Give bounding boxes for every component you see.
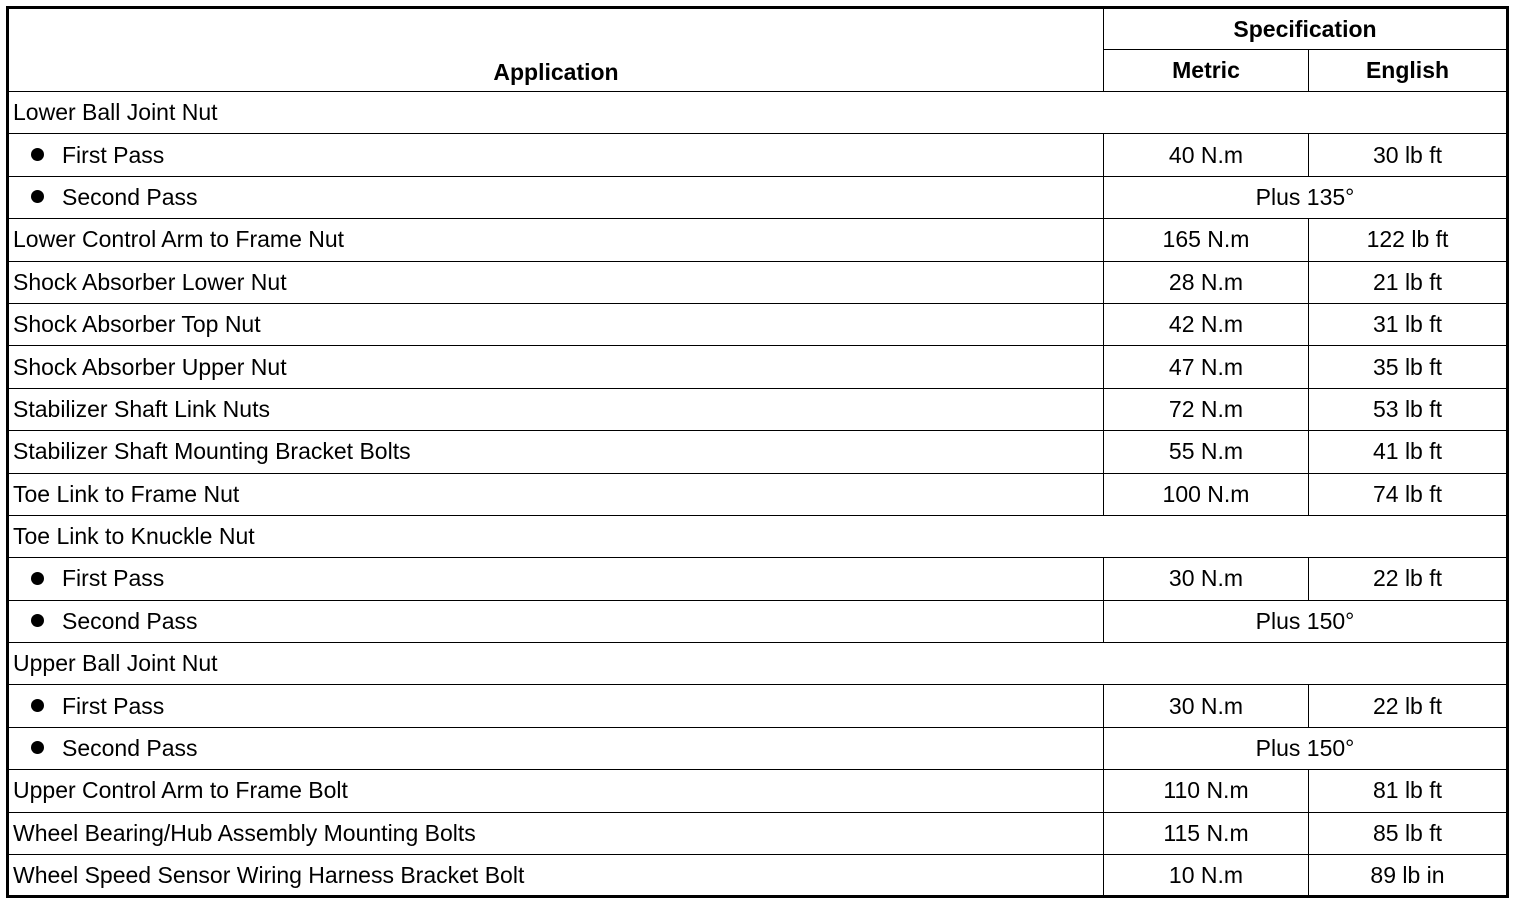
application-cell [8, 303, 1104, 345]
metric-value-cell: 42 N.m [1104, 303, 1309, 345]
bullet-icon [31, 190, 44, 203]
metric-value-cell: 165 N.m [1104, 219, 1309, 261]
table-subrow [8, 600, 1508, 642]
table-row [8, 346, 1508, 388]
bullet-icon [31, 148, 44, 161]
table-row [8, 388, 1508, 430]
metric-value-cell: 110 N.m [1104, 770, 1309, 812]
bullet-icon [31, 572, 44, 585]
application-label: Toe Link to Frame Nut [13, 480, 240, 507]
application-cell [8, 388, 1104, 430]
application-cell [8, 431, 1104, 473]
metric-value-cell: 30 N.m [1104, 685, 1309, 727]
application-label: First Pass [62, 692, 165, 719]
application-label: Toe Link to Knuckle Nut [13, 523, 255, 550]
application-cell [8, 600, 1104, 642]
english-value-cell: 21 lb ft [1309, 261, 1508, 303]
english-value-cell: 22 lb ft [1309, 558, 1508, 600]
application-label: Second Pass [62, 735, 198, 762]
table-row [8, 219, 1508, 261]
application-label: Shock Absorber Upper Nut [13, 353, 287, 380]
table-row [8, 812, 1508, 854]
combined-spec-cell: Plus 135° [1104, 176, 1508, 218]
specification-column-header: Specification [1104, 8, 1508, 50]
application-label: Stabilizer Shaft Link Nuts [13, 395, 270, 422]
application-label: Upper Control Arm to Frame Bolt [13, 777, 348, 804]
metric-column-header: Metric [1104, 50, 1309, 92]
metric-value-cell: 55 N.m [1104, 431, 1309, 473]
table-subrow [8, 727, 1508, 769]
table-row [8, 855, 1508, 897]
application-label: First Pass [62, 141, 165, 168]
combined-spec-cell: Plus 150° [1104, 600, 1508, 642]
bullet-icon [31, 699, 44, 712]
metric-value-cell: 47 N.m [1104, 346, 1309, 388]
table-group-row [8, 92, 1508, 134]
metric-value-cell: 100 N.m [1104, 473, 1309, 515]
application-label: Stabilizer Shaft Mounting Bracket Bolts [13, 438, 411, 465]
application-label: Upper Ball Joint Nut [13, 650, 218, 677]
application-cell [8, 92, 1508, 134]
table-row [8, 770, 1508, 812]
application-label: Shock Absorber Top Nut [13, 311, 261, 338]
application-cell [8, 643, 1508, 685]
application-cell [8, 176, 1104, 218]
application-cell [8, 855, 1104, 897]
english-value-cell: 85 lb ft [1309, 812, 1508, 854]
table-row [8, 473, 1508, 515]
table-header [8, 8, 1508, 92]
english-value-cell: 31 lb ft [1309, 303, 1508, 345]
english-value-cell: 122 lb ft [1309, 219, 1508, 261]
application-cell [8, 515, 1508, 557]
combined-spec-cell: Plus 150° [1104, 727, 1508, 769]
english-value-cell: 74 lb ft [1309, 473, 1508, 515]
application-label: Lower Ball Joint Nut [13, 99, 218, 126]
bullet-icon [31, 614, 44, 627]
english-value-cell: 41 lb ft [1309, 431, 1508, 473]
table-group-row [8, 643, 1508, 685]
table-row [8, 431, 1508, 473]
application-column-header: Application [8, 8, 1104, 92]
table-subrow [8, 685, 1508, 727]
application-label: Wheel Speed Sensor Wiring Harness Bracket Bolt [13, 861, 525, 888]
metric-value-cell: 40 N.m [1104, 134, 1309, 176]
table-subrow [8, 134, 1508, 176]
application-label: Shock Absorber Lower Nut [13, 268, 287, 295]
metric-value-cell: 115 N.m [1104, 812, 1309, 854]
table-row [8, 261, 1508, 303]
metric-value-cell: 72 N.m [1104, 388, 1309, 430]
application-cell [8, 812, 1104, 854]
metric-value-cell: 28 N.m [1104, 261, 1309, 303]
torque-spec-table [6, 6, 1509, 898]
application-cell [8, 685, 1104, 727]
application-label: Wheel Bearing/Hub Assembly Mounting Bolts [13, 819, 476, 846]
application-cell [8, 134, 1104, 176]
table-row [8, 303, 1508, 345]
application-cell [8, 346, 1104, 388]
application-cell [8, 473, 1104, 515]
application-cell [8, 261, 1104, 303]
table-group-row [8, 515, 1508, 557]
application-label: First Pass [62, 565, 165, 592]
table-subrow [8, 176, 1508, 218]
english-value-cell: 89 lb in [1309, 855, 1508, 897]
english-value-cell: 30 lb ft [1309, 134, 1508, 176]
metric-value-cell: 30 N.m [1104, 558, 1309, 600]
metric-value-cell: 10 N.m [1104, 855, 1309, 897]
application-cell [8, 558, 1104, 600]
english-value-cell: 53 lb ft [1309, 388, 1508, 430]
english-value-cell: 22 lb ft [1309, 685, 1508, 727]
application-cell [8, 727, 1104, 769]
english-value-cell: 35 lb ft [1309, 346, 1508, 388]
application-label: Second Pass [62, 607, 198, 634]
table-body [8, 92, 1508, 897]
table-subrow [8, 558, 1508, 600]
english-column-header: English [1309, 50, 1508, 92]
application-cell [8, 219, 1104, 261]
application-label: Second Pass [62, 183, 198, 210]
english-value-cell: 81 lb ft [1309, 770, 1508, 812]
bullet-icon [31, 741, 44, 754]
application-label: Lower Control Arm to Frame Nut [13, 226, 345, 253]
application-cell [8, 770, 1104, 812]
